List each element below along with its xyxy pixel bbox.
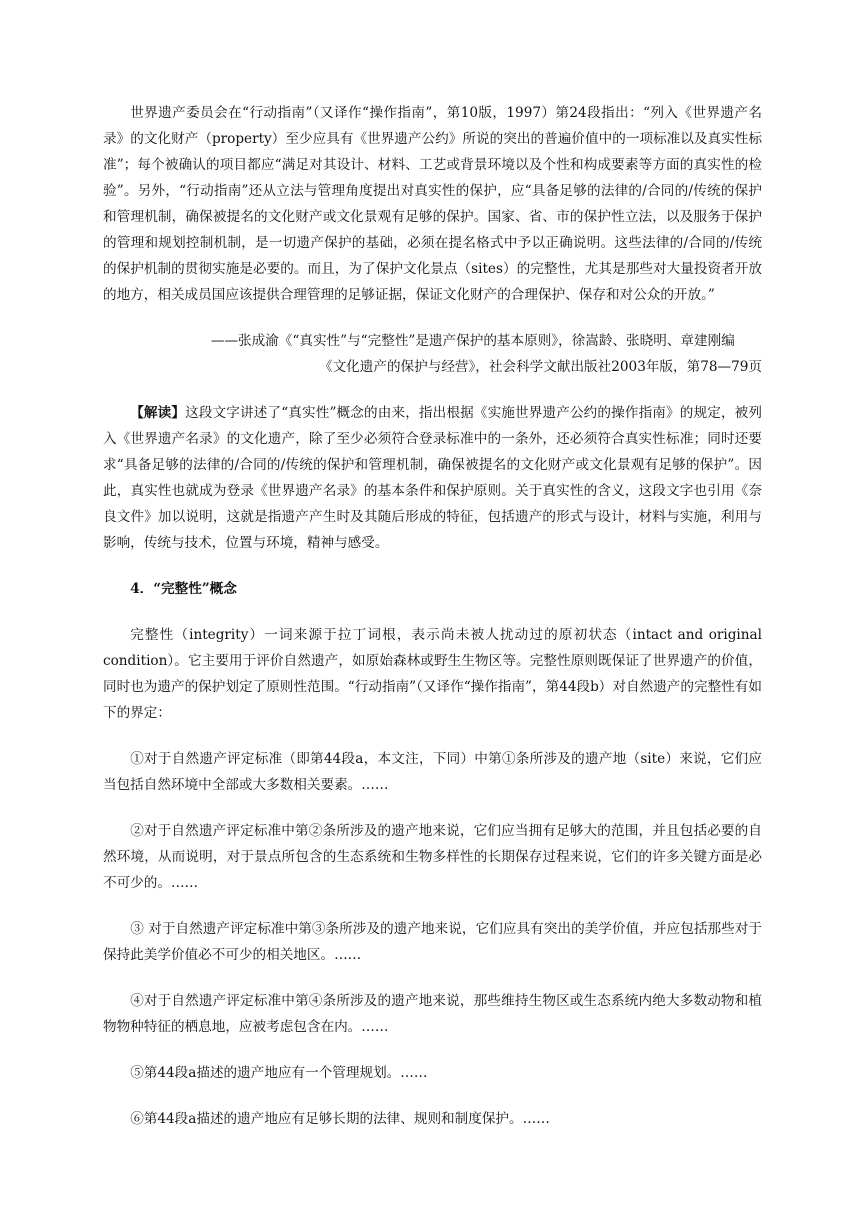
citation-line-2: 《文化遗产的保护与经营》，社会科学文献出版社2003年版，第78—79页 bbox=[318, 359, 762, 375]
list-item: ③ 对于自然遗产评定标准中第③条所涉及的遗产地来说，它们应具有突出的美学价值，并应包括那些对于保持此美学价值必不可少的相关地区。…… bbox=[103, 921, 762, 963]
interpretation-label: 【解读】 bbox=[130, 405, 186, 421]
list-item: ⑤第44段a描述的遗产地应有一个管理规划。…… bbox=[130, 1065, 428, 1081]
section-heading: 4．“完整性”概念 bbox=[130, 581, 237, 597]
interpretation-paragraph bbox=[103, 400, 762, 556]
section-intro-paragraph: 完整性（integrity）一词来源于拉丁词根，表示尚未被人扰动过的原初状态（intact and original condition）。它主要用于评价自然遗产，如原始森林或野生生物区等。完整性原则既保证了世界遗产的价值，同时也为遗产的保护划定了原则性范围。“行动指南”（又译作“操作指南”，第44段b）对自然遗产的完整性有如下的界定： bbox=[103, 627, 762, 721]
citation-line-1: ——张成渝《“真实性”与“完整性”是遗产保护的基本原则》，徐嵩龄、张晓明、章建刚编 bbox=[210, 333, 735, 349]
list-item: ④对于自然遗产评定标准中第④条所涉及的遗产地来说，那些维持生物区或生态系统内绝大多数动物和植物物种特征的栖息地，应被考虑包含在内。…… bbox=[103, 993, 762, 1035]
list-item: ⑥第44段a描述的遗产地应有足够长期的法律、规则和制度保护。…… bbox=[130, 1111, 550, 1127]
list-item: ②对于自然遗产评定标准中第②条所涉及的遗产地来说，它们应当拥有足够大的范围，并且包括必要的自然环境，从而说明，对于景点所包含的生态系统和生物多样性的长期保存过程来说，它们的许多关键方面是必不可少的。…… bbox=[103, 823, 762, 891]
list-item: ①对于自然遗产评定标准（即第44段a，本文注，下同）中第①条所涉及的遗产地（site）来说，它们应当包括自然环境中全部或大多数相关要素。…… bbox=[103, 751, 762, 793]
citation bbox=[103, 328, 762, 380]
interpretation-text: 这段文字讲述了“真实性”概念的由来，指出根据《实施世界遗产公约的操作指南》的规定，被列入《世界遗产名录》的文化遗产，除了至少必须符合登录标准中的一条外，还必须符合真实性标准；同时还要求“具备足够的法律的/合同的/传统的保护和管理机制，确保被提名的文化财产或文化景观有足够的保护”。因此，真实性也就成为登录《世界遗产名录》的基本条件和保护原则。关于真实性的含义，这段文字也引用《奈良文件》加以说明，这就是指遗产产生时及其随后形成的特征，包括遗产的形式与设计，材料与实施，利用与影响，传统与技术，位置与环境，精神与感受。 bbox=[103, 405, 762, 551]
quote-paragraph: 世界遗产委员会在“行动指南”（又译作“操作指南”，第10版，1997）第24段指出：“列入《世界遗产名录》的文化财产（property）至少应具有《世界遗产公约》所说的突出的普遍价值中的一项标准以及真实性标准”；每个被确认的项目都应“满足对其设计、材料、工艺或背景环境以及个性和构成要素等方面的真实性的检验”。另外，“行动指南”还从立法与管理角度提出对真实性的保护，应“具备足够的法律的/合同的/传统的保护和管理机制，确保被提名的文化财产或文化景观有足够的保护。国家、省、市的保护性立法，以及服务于保护的管理和规划控制机制，是一切遗产保护的基础，必须在提名格式中予以正确说明。这些法律的/合同的/传统的保护机制的贯彻实施是必要的。而且，为了保护文化景点（sites）的完整性，尤其是那些对大量投资者开放的地方，相关成员国应该提供合理管理的足够证据，保证文化财产的合理保护、保存和对公众的开放。” bbox=[103, 105, 762, 303]
